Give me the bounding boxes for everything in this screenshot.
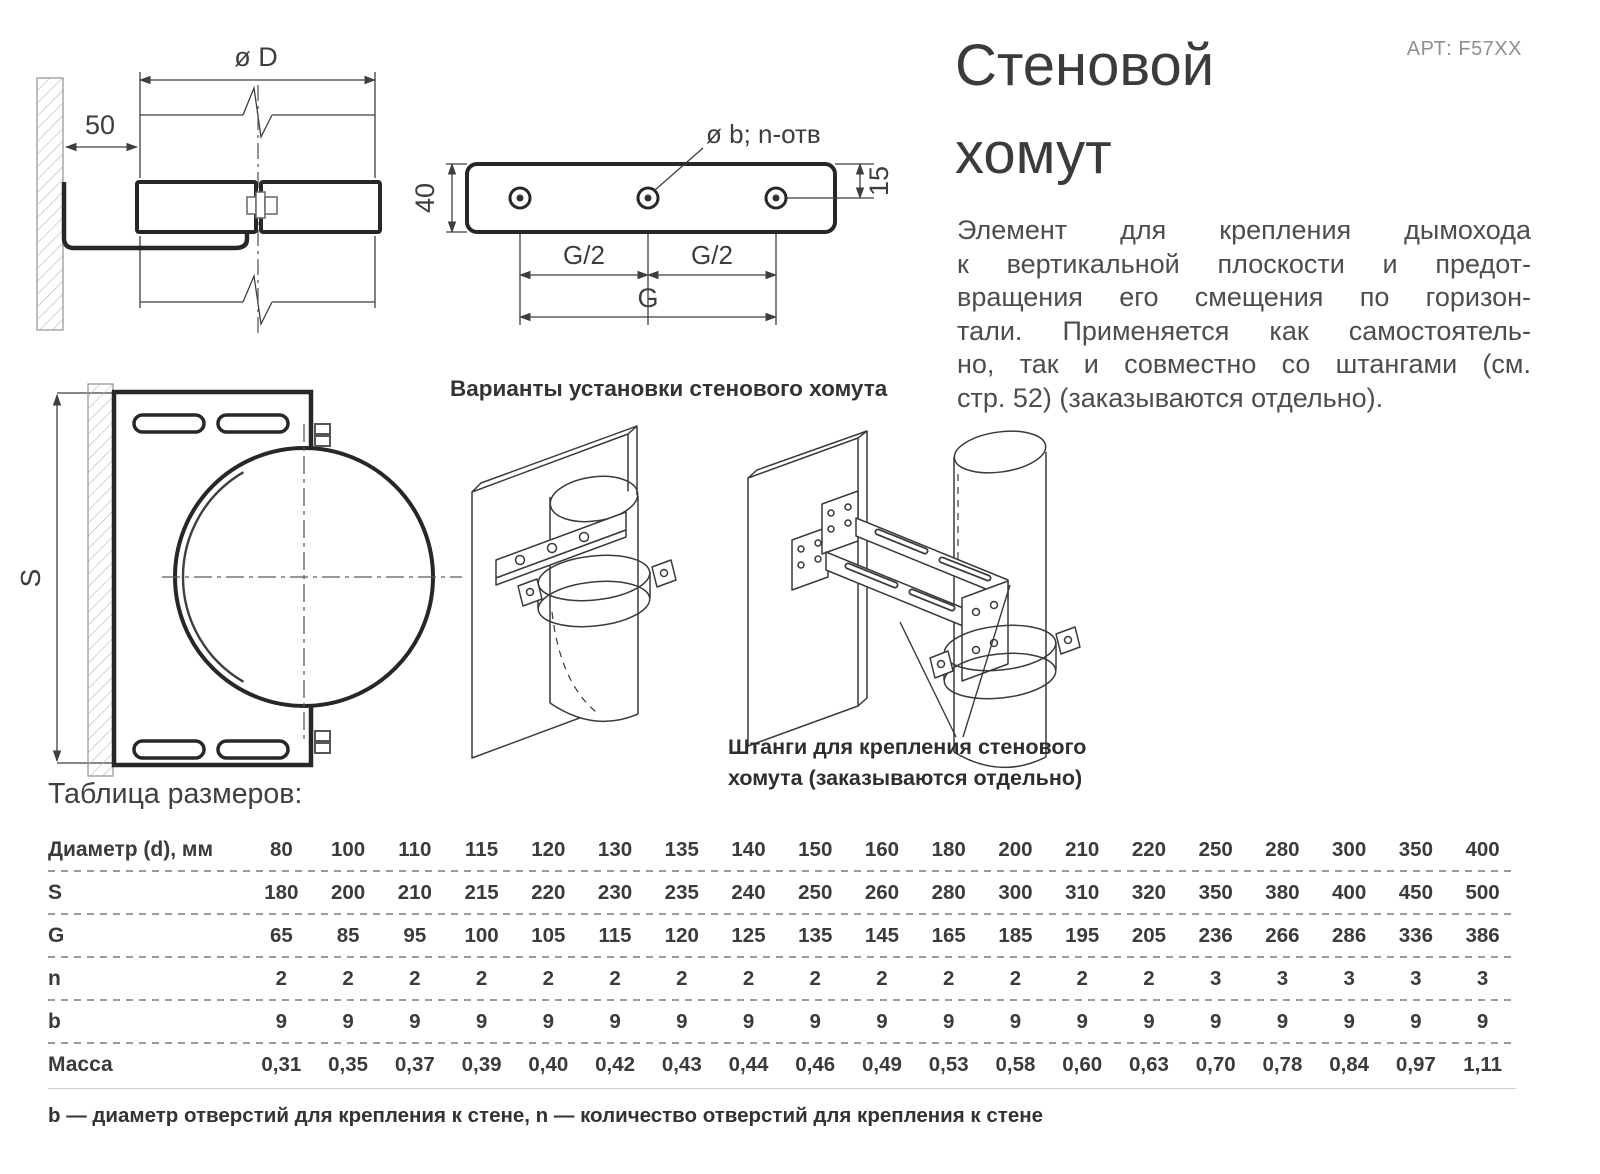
- table-cell: 200: [330, 880, 366, 904]
- table-cell: 0,97: [1395, 1052, 1436, 1076]
- table-row-label: S: [48, 880, 63, 904]
- table-cell: 195: [1065, 923, 1100, 947]
- dim-s-label: S: [15, 568, 46, 588]
- table-row: [48, 872, 1516, 913]
- iso-view-wall-mount: [472, 426, 676, 758]
- table-row-label: G: [48, 923, 65, 947]
- table-cell: 65: [269, 923, 293, 947]
- table-cell: 185: [998, 923, 1033, 947]
- table-cell: 2: [742, 966, 755, 990]
- table-cell: 160: [864, 837, 900, 861]
- description-line: вращения его смещения по горизон-: [957, 282, 1531, 313]
- table-cell: 2: [943, 966, 955, 990]
- iso-view-rod-mount: [748, 426, 1080, 768]
- table-cell: 2: [809, 966, 821, 990]
- article-number: АРТ: F57ХХ: [1406, 38, 1522, 60]
- table-cell: 115: [598, 923, 632, 947]
- table-bottom-border: [48, 1088, 1516, 1089]
- installation-caption: Варианты установки стенового хомута: [450, 376, 888, 401]
- table-cell: 2: [342, 966, 354, 990]
- table-cell: 110: [398, 837, 432, 861]
- description-line: стр. 52) (заказываются отдельно).: [957, 382, 1384, 413]
- table-cell: 1,11: [1463, 1052, 1502, 1076]
- dim-diameter-label: ø D: [234, 42, 278, 72]
- table-cell: 240: [731, 880, 766, 904]
- table-cell: 2: [676, 966, 688, 990]
- table-cell: 130: [597, 837, 633, 861]
- dim-40-label: 40: [410, 182, 440, 214]
- table-cell: 9: [943, 1009, 955, 1033]
- table-cell: 9: [1143, 1009, 1155, 1033]
- description-line: тали. Применяется как самостоятель-: [957, 315, 1531, 346]
- table-cell: 2: [1143, 966, 1155, 990]
- table-cell: 85: [336, 923, 360, 947]
- table-cell: 145: [864, 923, 900, 947]
- table-cell: 0,35: [328, 1052, 369, 1076]
- table-cell: 2: [876, 966, 888, 990]
- product-title: [955, 22, 1214, 198]
- table-cell: 0,37: [394, 1052, 435, 1076]
- table-cell: 205: [1131, 923, 1167, 947]
- table-cell: 150: [798, 837, 833, 861]
- rods-note-line1: Штанги для крепления стенового: [728, 735, 1087, 759]
- table-row-label: Масса: [48, 1052, 113, 1076]
- table-cell: 135: [798, 923, 833, 947]
- table-cell: 0,44: [728, 1052, 769, 1076]
- table-cell: 9: [676, 1009, 688, 1033]
- table-row-label: b: [48, 1009, 61, 1033]
- product-title-line2: хомут: [955, 121, 1112, 186]
- dim-g2-left-label: G/2: [563, 240, 605, 270]
- table-cell: 215: [464, 880, 499, 904]
- table-cell: 9: [1343, 1009, 1355, 1033]
- table-cell: 2: [609, 966, 621, 990]
- strap-view-drawing: [410, 119, 894, 325]
- table-cell: 400: [1332, 880, 1367, 904]
- table-cell: 320: [1131, 880, 1167, 904]
- table-cell: 300: [1332, 837, 1367, 861]
- table-cell: 0,53: [928, 1052, 969, 1076]
- table-row-label: Диаметр (d), мм: [48, 837, 213, 861]
- table-cell: 9: [409, 1009, 421, 1033]
- table-cell: 120: [664, 923, 699, 947]
- table-cell: 450: [1398, 880, 1433, 904]
- table-cell: 250: [798, 880, 833, 904]
- table-cell: 220: [1131, 837, 1167, 861]
- table-cell: 210: [397, 880, 432, 904]
- table-cell: 236: [1198, 923, 1233, 947]
- table-cell: 80: [269, 837, 293, 861]
- table-cell: 0,40: [528, 1052, 569, 1076]
- table-cell: 3: [1410, 966, 1422, 990]
- table-cell: 280: [931, 880, 966, 904]
- table-cell: 210: [1065, 837, 1100, 861]
- table-cell: 0,31: [261, 1052, 302, 1076]
- dim-offset-label: 50: [84, 110, 116, 140]
- dim-g-label: G: [637, 283, 659, 313]
- table-cell: 0,43: [661, 1052, 702, 1076]
- table-cell: 2: [542, 966, 554, 990]
- table-cell: 230: [597, 880, 633, 904]
- table-cell: 120: [531, 837, 566, 861]
- wall-hatch: [88, 384, 113, 776]
- description-line: Элемент для крепления дымохода: [957, 215, 1531, 245]
- table-cell: 9: [542, 1009, 554, 1033]
- table-cell: 235: [664, 880, 699, 904]
- table-row: [48, 1001, 1516, 1042]
- table-cell: 266: [1265, 923, 1300, 947]
- table-cell: 9: [609, 1009, 621, 1033]
- table-cell: 9: [1209, 1009, 1222, 1033]
- table-cell: 0,70: [1195, 1052, 1236, 1076]
- size-table-block: [48, 778, 1516, 1128]
- table-cell: 2: [1009, 966, 1022, 990]
- table-cell: 9: [275, 1009, 288, 1033]
- table-cell: 135: [664, 837, 699, 861]
- table-cell: 9: [342, 1009, 354, 1033]
- table-cell: 350: [1198, 880, 1233, 904]
- table-cell: 350: [1398, 837, 1433, 861]
- table-cell: 140: [731, 837, 766, 861]
- table-cell: 125: [731, 923, 766, 947]
- table-cell: 9: [742, 1009, 755, 1033]
- table-cell: 2: [1076, 966, 1088, 990]
- table-cell: 0,78: [1262, 1052, 1303, 1076]
- table-cell: 3: [1209, 966, 1222, 990]
- product-description: [957, 214, 1531, 416]
- table-cell: 95: [403, 923, 427, 947]
- table-cell: 9: [1276, 1009, 1289, 1033]
- table-cell: 380: [1265, 880, 1300, 904]
- dim-15-label: 15: [864, 165, 894, 197]
- table-row: [48, 1044, 1516, 1085]
- description-line: к вертикальной плоскости и предот-: [957, 248, 1531, 279]
- front-view-drawing: [15, 384, 462, 776]
- table-cell: 260: [864, 880, 900, 904]
- table-cell: 9: [809, 1009, 821, 1033]
- table-cell: 310: [1065, 880, 1100, 904]
- table-cell: 0,46: [795, 1052, 836, 1076]
- side-view-drawing: [37, 42, 380, 335]
- table-cell: 0,60: [1062, 1052, 1103, 1076]
- table-cell: 180: [264, 880, 299, 904]
- table-cell: 0,84: [1329, 1052, 1370, 1076]
- table-cell: 386: [1465, 923, 1500, 947]
- table-cell: 0,58: [995, 1052, 1036, 1076]
- table-row: [48, 958, 1516, 999]
- table-cell: 300: [998, 880, 1033, 904]
- rods-note-line2: хомута (заказываются отдельно): [728, 765, 1083, 790]
- table-cell: 105: [531, 923, 566, 947]
- table-row: [48, 915, 1516, 956]
- table-cell: 100: [464, 923, 499, 947]
- wall-hatch: [37, 78, 63, 330]
- table-cell: 0,39: [461, 1052, 502, 1076]
- description-line: но, так и совместно со штангами (см.: [957, 349, 1531, 380]
- table-cell: 2: [275, 966, 288, 990]
- table-cell: 286: [1332, 923, 1367, 947]
- dim-g2-right-label: G/2: [691, 240, 733, 270]
- table-footnote: b — диаметр отверстий для крепления к стене, n — количество отверстий для крепления к стене: [48, 1104, 1044, 1127]
- product-title-line1: Стеновой: [955, 33, 1215, 98]
- table-cell: 165: [931, 923, 966, 947]
- table-row-label: n: [48, 966, 61, 990]
- table-cell: 250: [1198, 837, 1233, 861]
- table-cell: 2: [409, 966, 421, 990]
- size-table: [48, 829, 1516, 1089]
- table-cell: 2: [475, 966, 488, 990]
- table-row: [48, 829, 1516, 870]
- table-cell: 9: [876, 1009, 888, 1033]
- hole-callout-label: ø b; n-отв: [706, 119, 821, 149]
- table-cell: 280: [1265, 837, 1300, 861]
- table-cell: 180: [931, 837, 966, 861]
- table-cell: 9: [1076, 1009, 1088, 1033]
- table-cell: 100: [330, 837, 366, 861]
- table-cell: 3: [1343, 966, 1355, 990]
- technical-drawings: [0, 0, 1120, 810]
- table-cell: 3: [1276, 966, 1289, 990]
- table-heading: Таблица размеров:: [48, 778, 303, 810]
- table-cell: 9: [1476, 1009, 1489, 1033]
- table-cell: 0,42: [595, 1052, 635, 1076]
- table-cell: 9: [1410, 1009, 1422, 1033]
- table-cell: 200: [998, 837, 1033, 861]
- table-cell: 336: [1398, 923, 1433, 947]
- table-cell: 3: [1476, 966, 1489, 990]
- table-cell: 500: [1465, 880, 1500, 904]
- table-cell: 400: [1465, 837, 1500, 861]
- table-cell: 9: [475, 1009, 488, 1033]
- table-cell: 220: [531, 880, 566, 904]
- table-cell: 0,49: [862, 1052, 902, 1076]
- table-cell: 0,63: [1128, 1052, 1169, 1076]
- table-cell: 115: [465, 837, 499, 861]
- table-cell: 9: [1009, 1009, 1022, 1033]
